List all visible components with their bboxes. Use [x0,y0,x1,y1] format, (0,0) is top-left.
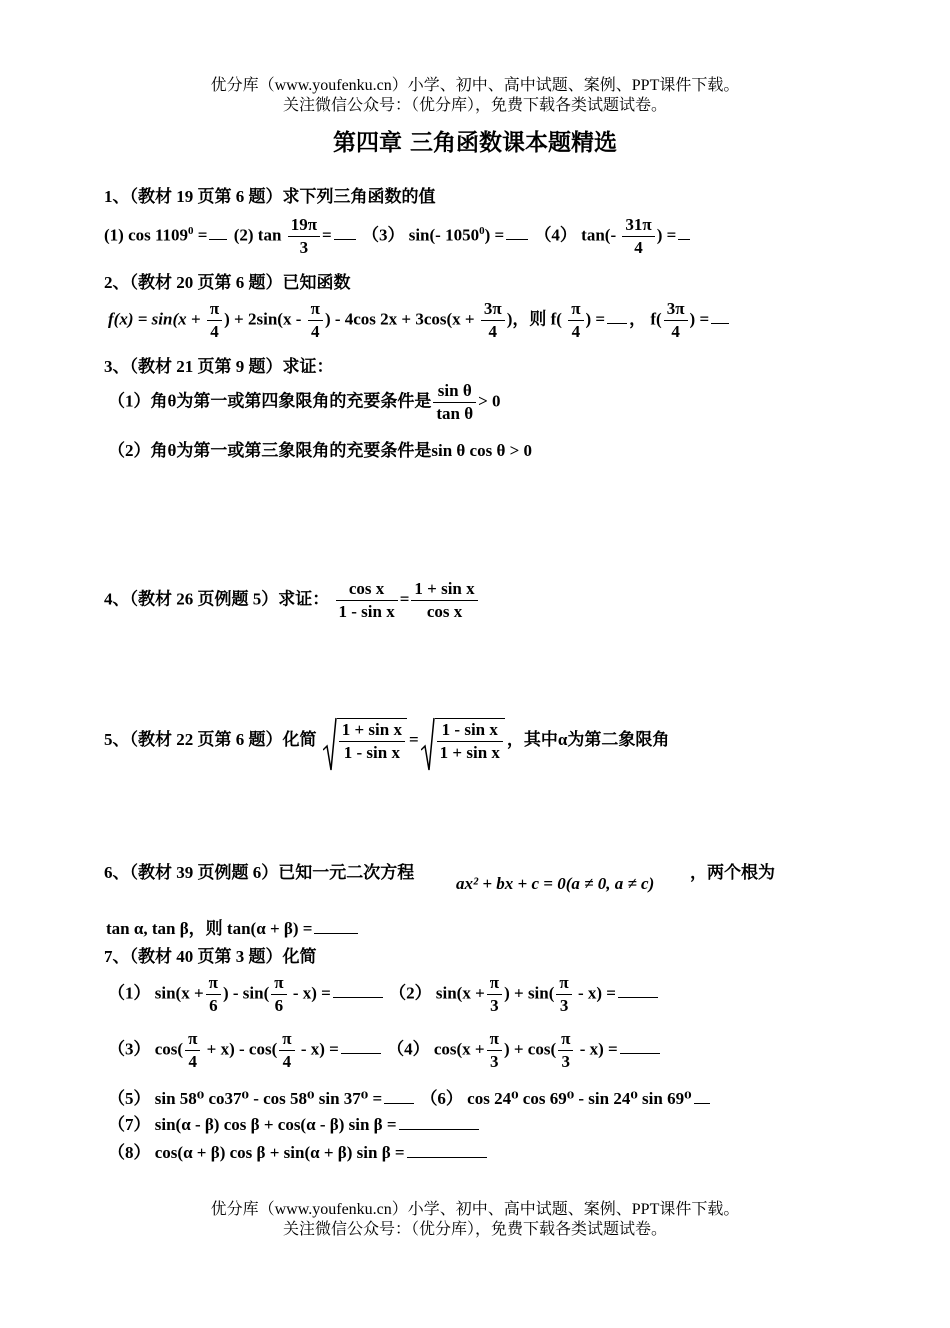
q7-s3c: - x) = [296,1039,339,1059]
q7-s3b: + x) - cos( [202,1039,278,1059]
fraction: $\frac{31\pi}{4}$ [622,214,654,259]
q1-part-2: (2) tan [233,225,282,245]
answer-blank[interactable] [506,225,528,240]
fraction: $\frac{\pi}{4}$ [568,298,583,343]
q1-part-3: （3） sin(- 1050 [361,225,480,245]
answer-blank[interactable] [334,225,356,240]
answer-blank[interactable] [384,1089,414,1104]
fraction: $\frac{\pi}{3}$ [487,1028,502,1073]
fraction: $\frac{3\pi}{4}$ [481,298,505,343]
question-4-label: 4、（教材 26 页例题 5）求证： [104,589,330,609]
question-3-label: 3、（教材 21 页第 9 题）求证： [104,357,334,376]
q2-f3: ) - 4cos 2x + 3cos(x + [324,309,475,329]
footer-line-2: 关注微信公众号：（优分库），免费下载各类试题试卷。 [282,1221,667,1238]
q7-s1a: （1） sin(x + [108,983,204,1003]
q3-s1-pre: （1）角θ为第一或第四象限角的充要条件是 [108,391,432,411]
q7-s2c: - x) = [573,983,616,1003]
q2-f7: ) = [689,309,710,329]
q6-line-2-text: tan α, tan β，则 tan(α + β) = [106,919,313,938]
answer-blank[interactable] [620,1039,660,1054]
question-5 [104,718,669,764]
question-7-row-1 [108,972,660,1017]
square-root [421,718,505,764]
answer-blank[interactable] [341,1039,381,1054]
q7-s2b: ) + sin( [504,983,555,1003]
page-title: 第四章 三角函数课本题精选 [332,130,617,156]
answer-blank[interactable] [314,919,358,934]
q7-s5: （5） sin 58⁰ co37⁰ - cos 58⁰ sin 37⁰ = [108,1089,383,1108]
q7-s3a: （3） cos( [108,1039,184,1059]
answer-blank[interactable] [333,983,383,998]
q5-eq: = [408,729,419,749]
fraction: $\frac{\pi}{4}$ [279,1028,294,1073]
question-7-row-3 [108,1084,712,1109]
answer-blank[interactable] [618,983,658,998]
q4-eq: = [399,589,410,609]
question-1-expressions [104,214,692,259]
q1-part-4: （4） tan(- [534,225,617,245]
q1-part-4-tail: ) = [656,225,677,245]
fraction: $\frac{3\pi}{4}$ [664,298,688,343]
fraction: $\frac{\text{1 + sin x}}{\text{cos x}}$ [411,578,477,623]
footer-line-1: 优分库（www.youfenku.cn）小学、初中、高中试题、案例、PPT课件下载。 [210,1201,740,1218]
fraction: $\frac{\pi}{6}$ [271,972,286,1017]
fraction: $\frac{\pi}{4}$ [308,298,323,343]
q3-s2-expr: sin θ cos θ > 0 [431,441,533,460]
q7-s6: （6） cos 24⁰ cos 69⁰ - sin 24⁰ sin 69⁰ [420,1089,692,1108]
q2-f5: ) = [585,309,606,329]
fraction: $\frac{\pi}{6}$ [206,972,221,1017]
fraction: $\frac{\pi}{3}$ [558,1028,573,1073]
question-4 [104,578,480,623]
q2-f4: )，则 f( [506,309,562,329]
question-6-equation: ax² + bx + c = 0(a ≠ 0, a ≠ c) [456,874,655,893]
question-2-label: 2、（教材 20 页第 6 题）已知函数 [104,273,351,292]
fraction: $\frac{\pi}{4}$ [207,298,222,343]
q7-s1c: - x) = [288,983,331,1003]
answer-blank[interactable] [399,1115,479,1130]
q1-part-2-eq: = [322,225,332,245]
q7-s7: （7） sin(α - β) cos β + cos(α - β) sin β = [108,1115,397,1134]
q7-s2a: （2） sin(x + [389,983,485,1003]
fraction: $\frac{\text{sin θ}}{\text{tan θ}}$ [433,380,476,425]
question-6-line-2 [106,914,360,939]
fraction: $\frac{\text{1 + sin x}}{\text{1 - sin x}}$ [339,719,405,764]
question-3-part-2 [108,436,532,461]
q3-s1-post: > 0 [478,391,501,411]
answer-blank[interactable] [678,225,690,240]
q1-part-3-tail: ) = [484,225,505,245]
question-1-label: 1、（教材 19 页第 6 题）求下列三角函数的值 [104,187,436,206]
question-6-label: 6、（教材 39 页例题 6）已知一元二次方程 [104,863,415,882]
question-3-part-1 [108,380,501,425]
question-7-row-5 [108,1138,489,1163]
fraction: $\frac{\pi}{3}$ [487,972,502,1017]
q7-s8: （8） cos(α + β) cos β + sin(α + β) sin β = [108,1143,405,1162]
fraction: $\frac{\text{1 - sin x}}{\text{1 + sin x}}$ [437,719,503,764]
q1-part-1-eq: = [193,225,208,245]
fraction: $\frac{\pi}{3}$ [556,972,571,1017]
header-line-1: 优分库（www.youfenku.cn）小学、初中、高中试题、案例、PPT课件下载。 [210,77,740,94]
square-root [323,718,407,764]
answer-blank[interactable] [209,225,227,240]
q7-s1b: ) - sin( [222,983,270,1003]
fraction: $\frac{\pi}{4}$ [185,1028,200,1073]
q3-s2-pre: （2）角θ为第一或第三象限角的充要条件是 [108,441,432,460]
answer-blank[interactable] [407,1143,487,1158]
q2-f6: f( [650,309,662,329]
q7-s4c: - x) = [575,1039,618,1059]
q1-part-3-sup: 0 [479,224,485,237]
answer-blank[interactable] [694,1089,710,1104]
header-line-2: 关注微信公众号：（优分库），免费下载各类试题试卷。 [282,97,667,114]
question-2-function [108,298,731,343]
fraction: $\frac{19\pi}{3}$ [288,214,320,259]
answer-blank[interactable] [607,309,627,324]
fraction: $\frac{\text{cos x}}{\text{1 - sin x}}$ [336,578,398,623]
question-7-label: 7、（教材 40 页第 3 题）化简 [104,947,317,966]
q2-f1: f(x) = sin(x + [108,309,201,329]
q2-f2: ) + 2sin(x - [224,309,302,329]
question-7-row-4 [108,1110,481,1135]
answer-blank[interactable] [711,309,729,324]
q7-s4b: ) + cos( [503,1039,557,1059]
q2-sep: ， [629,309,647,329]
q1-part-1-sup: 0 [188,224,194,237]
q1-part-1: (1) cos 1109 [104,225,189,245]
q7-s4a: （4） cos(x + [387,1039,485,1059]
q5-post: ，其中α为第二象限角 [506,729,670,749]
question-6-post: ，两个根为 [690,863,775,882]
question-7-row-2 [108,1028,662,1073]
question-5-label: 5、（教材 22 页第 6 题）化简 [104,729,317,749]
